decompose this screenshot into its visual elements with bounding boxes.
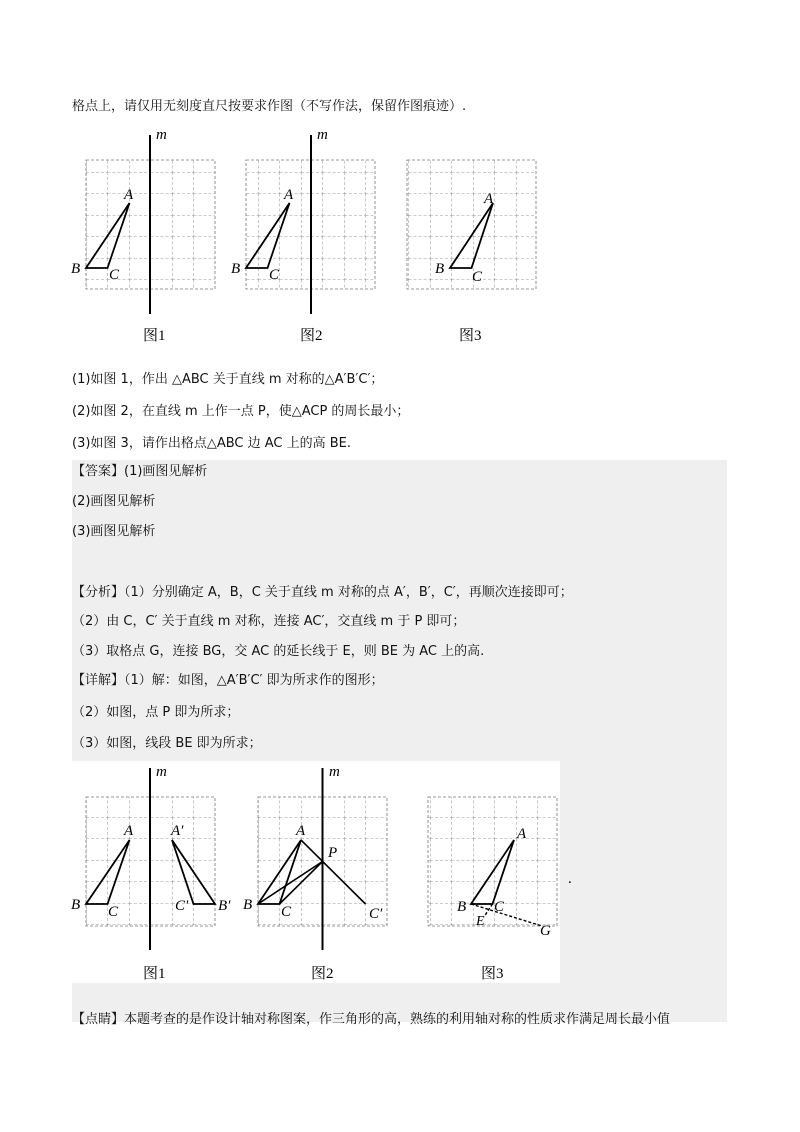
solution-caption-1: 图1 [143, 966, 166, 982]
label-b-1: B [71, 261, 81, 277]
solution-figures [0, 760, 800, 985]
detail-1: 【详解】（1）解：如图，△A′B′C′ 即为所求作的图形； [72, 673, 384, 688]
label-a-2: A [284, 187, 294, 203]
label-c-1: C [109, 267, 120, 283]
solution-label-a1: A′ [171, 823, 184, 839]
solution-label-c-3: C [494, 899, 505, 915]
solution-label-b-2: B [243, 897, 253, 913]
label-b-2: B [231, 261, 241, 277]
solution-label-c-1: C [108, 904, 119, 920]
question-figures [0, 120, 800, 350]
question-3: (3)如图 3，请作出格点△ABC 边 AC 上的高 BE. [72, 436, 352, 451]
solution-label-c-2: C [281, 904, 292, 920]
analysis-1: 【分析】（1）分别确定 A，B，C 关于直线 m 对称的点 A′，B′，C′，再顺次连接即可； [72, 585, 573, 600]
caption-1: 图1 [143, 328, 166, 344]
solution-label-m-2: m [329, 764, 340, 780]
solution-figure-3 [428, 797, 557, 982]
answer-1: 【答案】(1)画图见解析 [72, 464, 208, 479]
solution-figure-2 [243, 764, 387, 982]
intro-text: 格点上，请仅用无刻度直尺按要求作图（不写作法，保留作图痕迹）. [72, 99, 467, 114]
question-1: (1)如图 1，作出 △ABC 关于直线 m 对称的△A′B′C′； [72, 372, 384, 387]
analysis-2: （2）由 C，C′ 关于直线 m 对称，连接 AC′，交直线 m 于 P 即可； [72, 614, 466, 629]
label-a-3: A [484, 191, 494, 207]
solution-label-c1-2: C′ [369, 906, 383, 922]
solution-label-b-1: B [71, 897, 81, 913]
caption-3: 图3 [459, 328, 482, 344]
answer-2: (2)画图见解析 [72, 494, 156, 509]
comment-text: 【点睛】本题考查的是作设计轴对称图案，作三角形的高，熟练的利用轴对称的性质求作满足周长最小值 [72, 1012, 671, 1027]
solution-label-a-1: A [124, 823, 134, 839]
solution-caption-2: 图2 [311, 966, 334, 982]
answer-3: (3)画图见解析 [72, 524, 156, 539]
solution-label-p: P [328, 845, 338, 861]
solution-grid-3 [428, 797, 557, 926]
figure-1 [71, 127, 215, 344]
solution-label-m-1: m [156, 764, 167, 780]
solution-label-a-2: A [296, 823, 306, 839]
label-m-2: m [317, 127, 328, 143]
analysis-3: （3）取格点 G，连接 BG，交 AC 的延长线于 E，则 BE 为 AC 上的高. [72, 644, 485, 659]
solution-label-b-3: B [457, 899, 467, 915]
solution-label-e: E [476, 914, 485, 929]
solution-label-c1: C′ [175, 898, 189, 914]
solution-label-b1: B′ [218, 898, 231, 914]
figure-2 [231, 127, 375, 344]
trailing-period: . [568, 871, 572, 887]
solution-label-a-3: A [517, 826, 527, 842]
detail-2: （2）如图，点 P 即为所求； [72, 705, 240, 720]
label-c-2: C [269, 267, 280, 283]
label-c-3: C [472, 269, 483, 285]
label-a-1: A [124, 187, 134, 203]
solution-figure-1 [71, 764, 231, 982]
figure-3 [407, 160, 536, 344]
question-2: (2)如图 2，在直线 m 上作一点 P，使△ACP 的周长最小； [72, 404, 410, 419]
solution-caption-3: 图3 [481, 966, 504, 982]
detail-3: （3）如图，线段 BE 即为所求； [72, 736, 262, 751]
label-b-3: B [435, 261, 445, 277]
label-m-1: m [156, 127, 167, 143]
solution-label-g: G [540, 923, 551, 939]
caption-2: 图2 [300, 328, 323, 344]
